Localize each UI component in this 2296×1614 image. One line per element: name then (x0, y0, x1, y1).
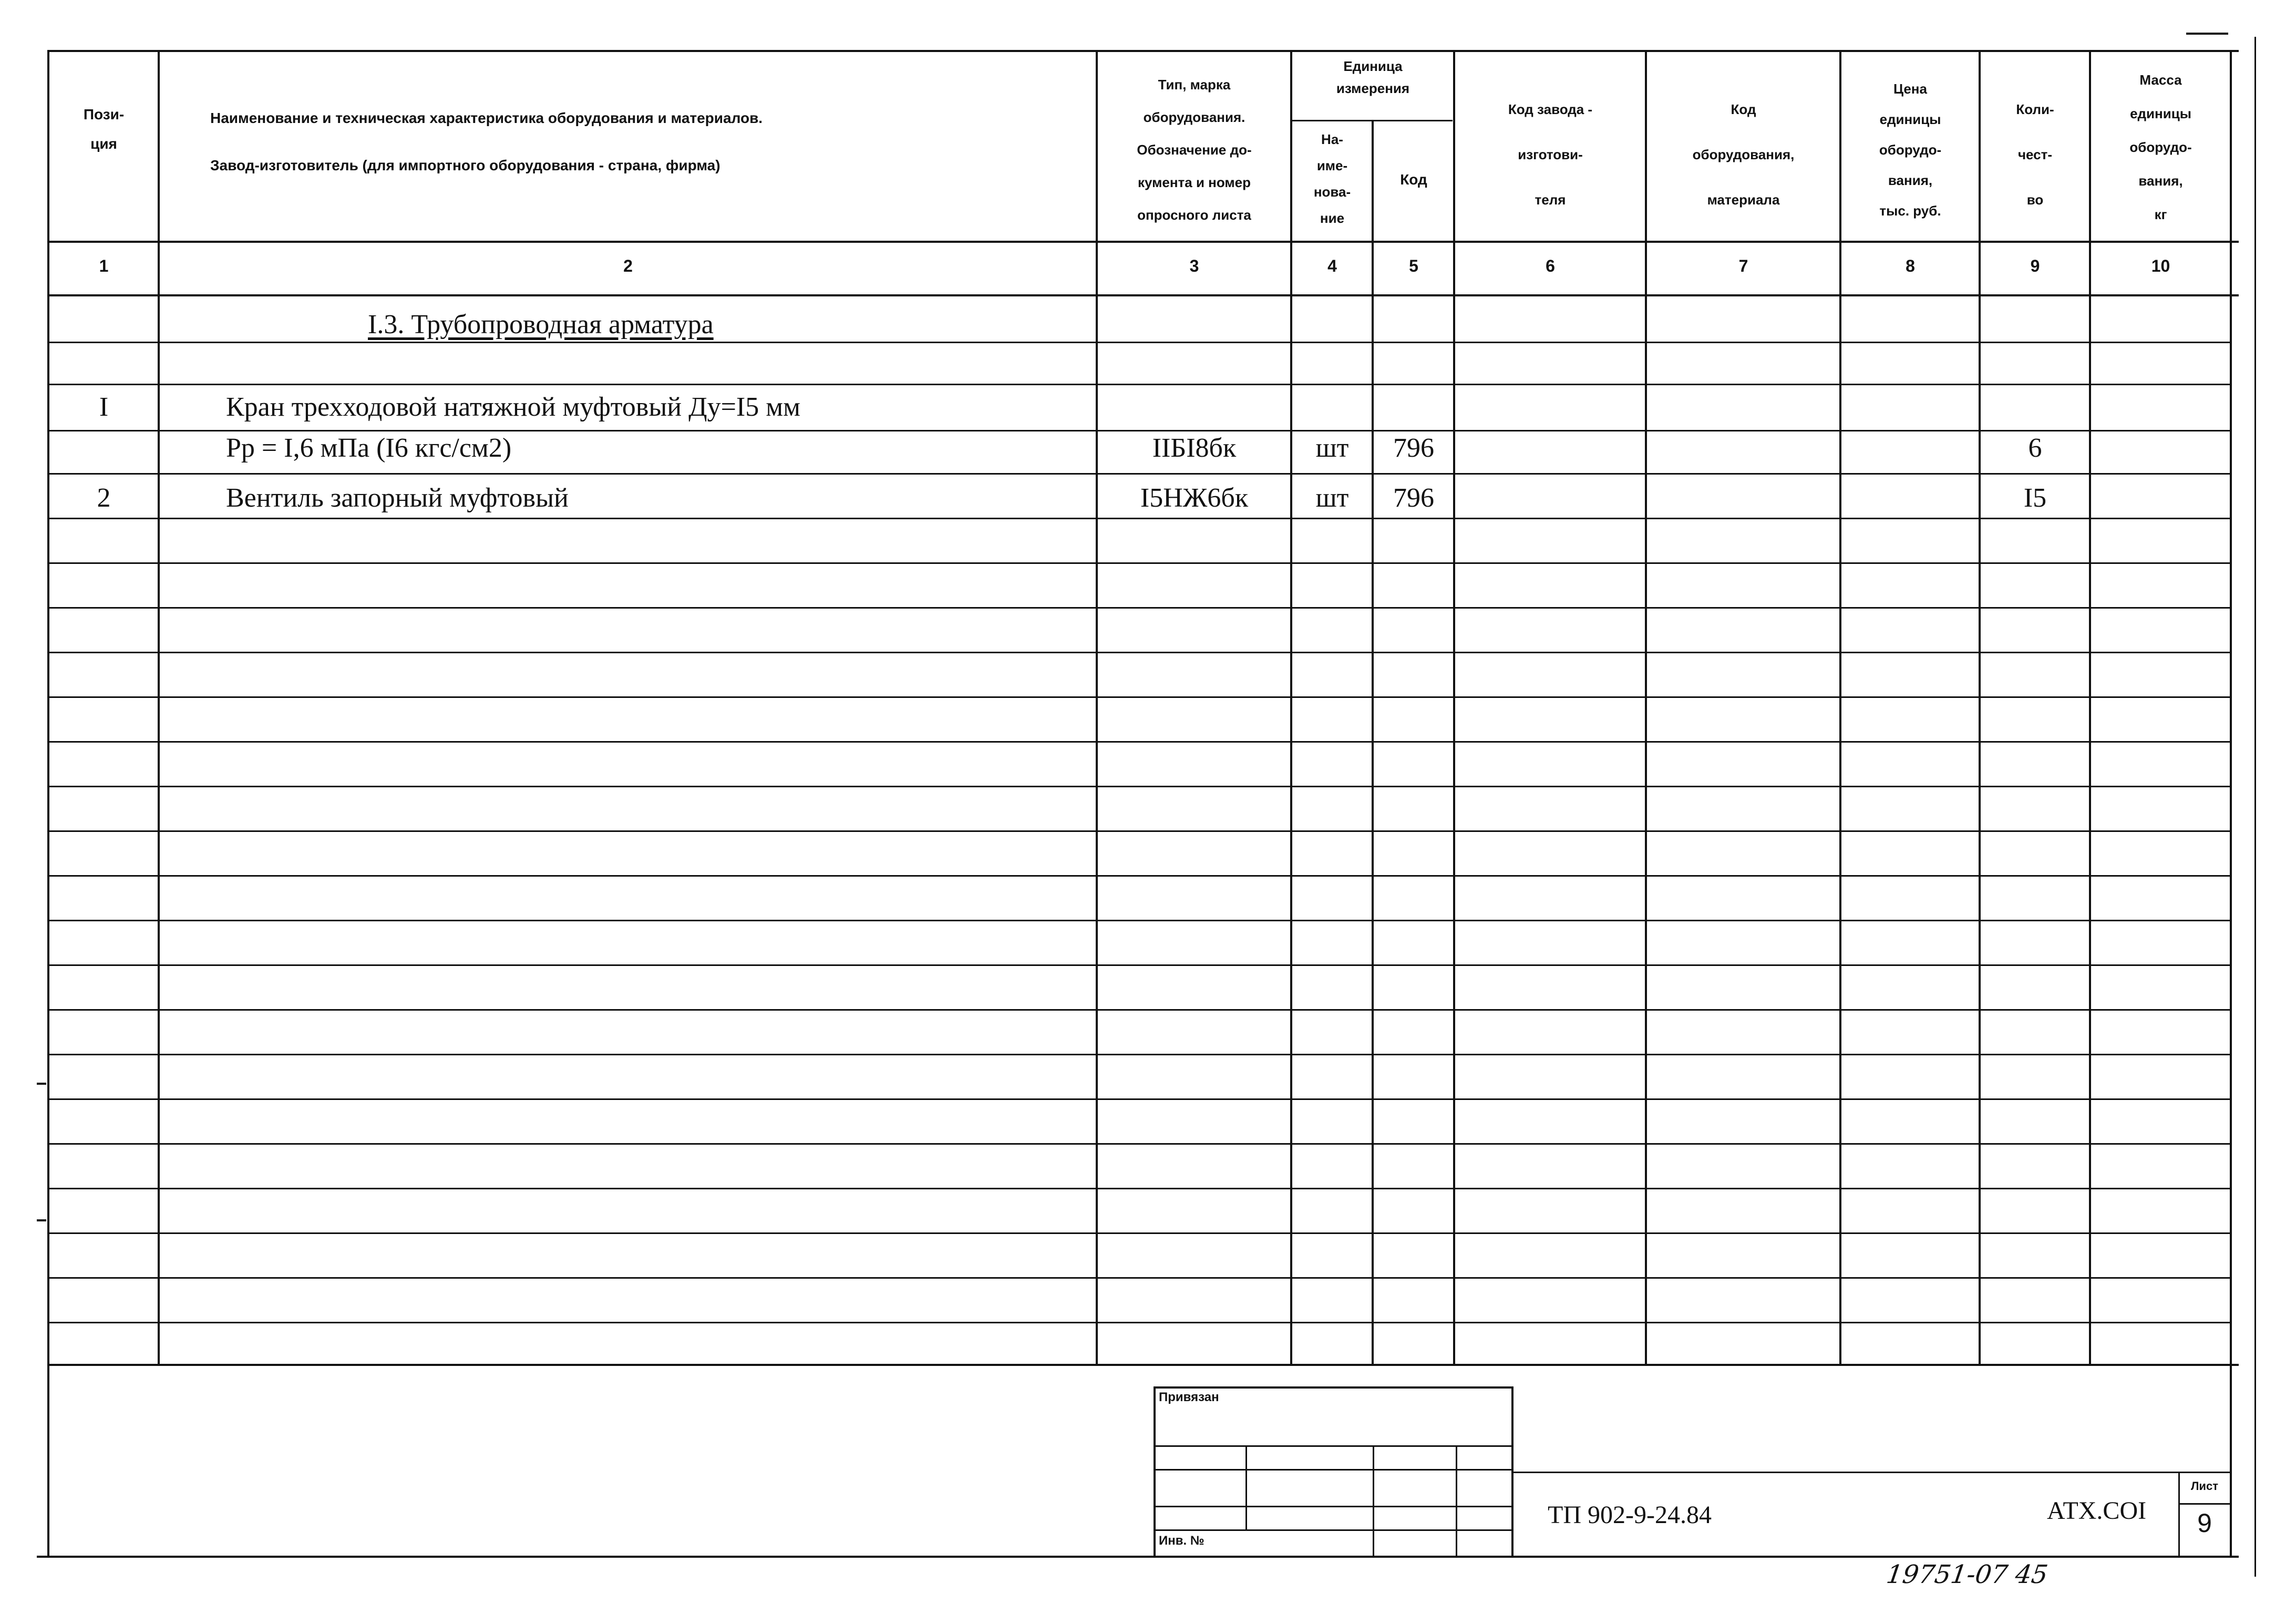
margin-mark (37, 1083, 46, 1085)
row-divider (47, 473, 2231, 475)
row-quantity: 6 (2028, 433, 2042, 463)
header-price: Цена единицы оборудо- вания, тыс. руб. (1879, 81, 1942, 219)
header-equipment-code: Код оборудования, материала (1692, 101, 1795, 208)
header-unit-code: Код (1400, 171, 1427, 188)
row-divider (47, 964, 2231, 966)
column-number: 5 (1409, 256, 1418, 275)
column-number: 10 (2151, 256, 2170, 275)
row-divider (47, 1143, 2231, 1145)
sheet-label: Лист (2191, 1479, 2218, 1493)
row-position: I (99, 392, 109, 422)
row-divider (47, 518, 2231, 519)
margin-mark (2186, 33, 2228, 35)
header-unit-group: Единица измерения (1336, 58, 1410, 96)
row-divider (47, 1277, 2231, 1279)
row-unit: шт (1315, 433, 1349, 463)
column-number: 2 (623, 256, 633, 275)
row-unit: шт (1315, 483, 1349, 513)
column-number: 3 (1189, 256, 1199, 275)
header-position: Пози- ция (83, 106, 125, 152)
row-divider (47, 1098, 2231, 1100)
row-divider (47, 607, 2231, 609)
document-code: ТП 902-9-24.84 (1548, 1501, 1712, 1529)
sheet-number: 9 (2197, 1508, 2212, 1538)
handwritten-archive-number: 19751-07 45 (1885, 1560, 2050, 1589)
column-number: 8 (1906, 256, 1915, 275)
row-divider (47, 384, 2231, 385)
column-number: 7 (1738, 256, 1748, 275)
row-divider (47, 696, 2231, 698)
row-quantity: I5 (2023, 483, 2047, 513)
row-divider (47, 342, 2231, 343)
row-position: 2 (97, 483, 111, 513)
section-title: I.3. Трубопроводная арматура (368, 310, 714, 340)
sheet-code: АТХ.СОI (2047, 1497, 2147, 1525)
header-name: Наименование и техническая характеристика оборудования и материалов. Завод-изготовитель (для импортного оборудования - страна, фирма) (210, 110, 763, 173)
privyazan-label: Привязан (1159, 1390, 1219, 1404)
header-type: Тип, марка оборудования. Обозначение до- кумента и номер опросного листа (1137, 77, 1252, 223)
header-mass: Масса единицы оборудо- вания, кг (2129, 72, 2192, 222)
row-divider (47, 1054, 2231, 1055)
row-divider (47, 920, 2231, 921)
column-number: 1 (99, 256, 109, 275)
row-divider (47, 1232, 2231, 1234)
column-number: 4 (1327, 256, 1337, 275)
header-unit-name: На- име- нова- ние (1313, 131, 1351, 226)
row-name: Pp = I,6 мПа (I6 кгс/см2) (226, 433, 512, 463)
row-divider (47, 786, 2231, 787)
row-type: IIБI8бк (1152, 433, 1237, 463)
row-type: I5НЖ6бк (1140, 483, 1249, 513)
header-quantity: Коли- чест- во (2016, 101, 2054, 208)
inventory-number-label: Инв. № (1159, 1534, 1204, 1548)
row-divider (47, 652, 2231, 653)
row-divider (47, 875, 2231, 877)
row-name: Вентиль запорный муфтовый (226, 483, 569, 513)
row-divider (47, 830, 2231, 832)
row-divider (47, 741, 2231, 743)
row-divider (47, 1188, 2231, 1189)
row-divider (47, 562, 2231, 564)
margin-mark (37, 1219, 46, 1221)
column-number: 6 (1546, 256, 1555, 275)
header-manufacturer-code: Код завода - изготови- теля (1508, 101, 1593, 208)
column-number: 9 (2030, 256, 2040, 275)
row-unit-code: 796 (1393, 433, 1434, 463)
row-divider (47, 1009, 2231, 1011)
row-unit-code: 796 (1393, 483, 1434, 513)
row-name: Кран трехходовой натяжной муфтовый Ду=I5 мм (226, 392, 801, 422)
row-divider (47, 430, 2231, 431)
row-divider (47, 1322, 2231, 1323)
